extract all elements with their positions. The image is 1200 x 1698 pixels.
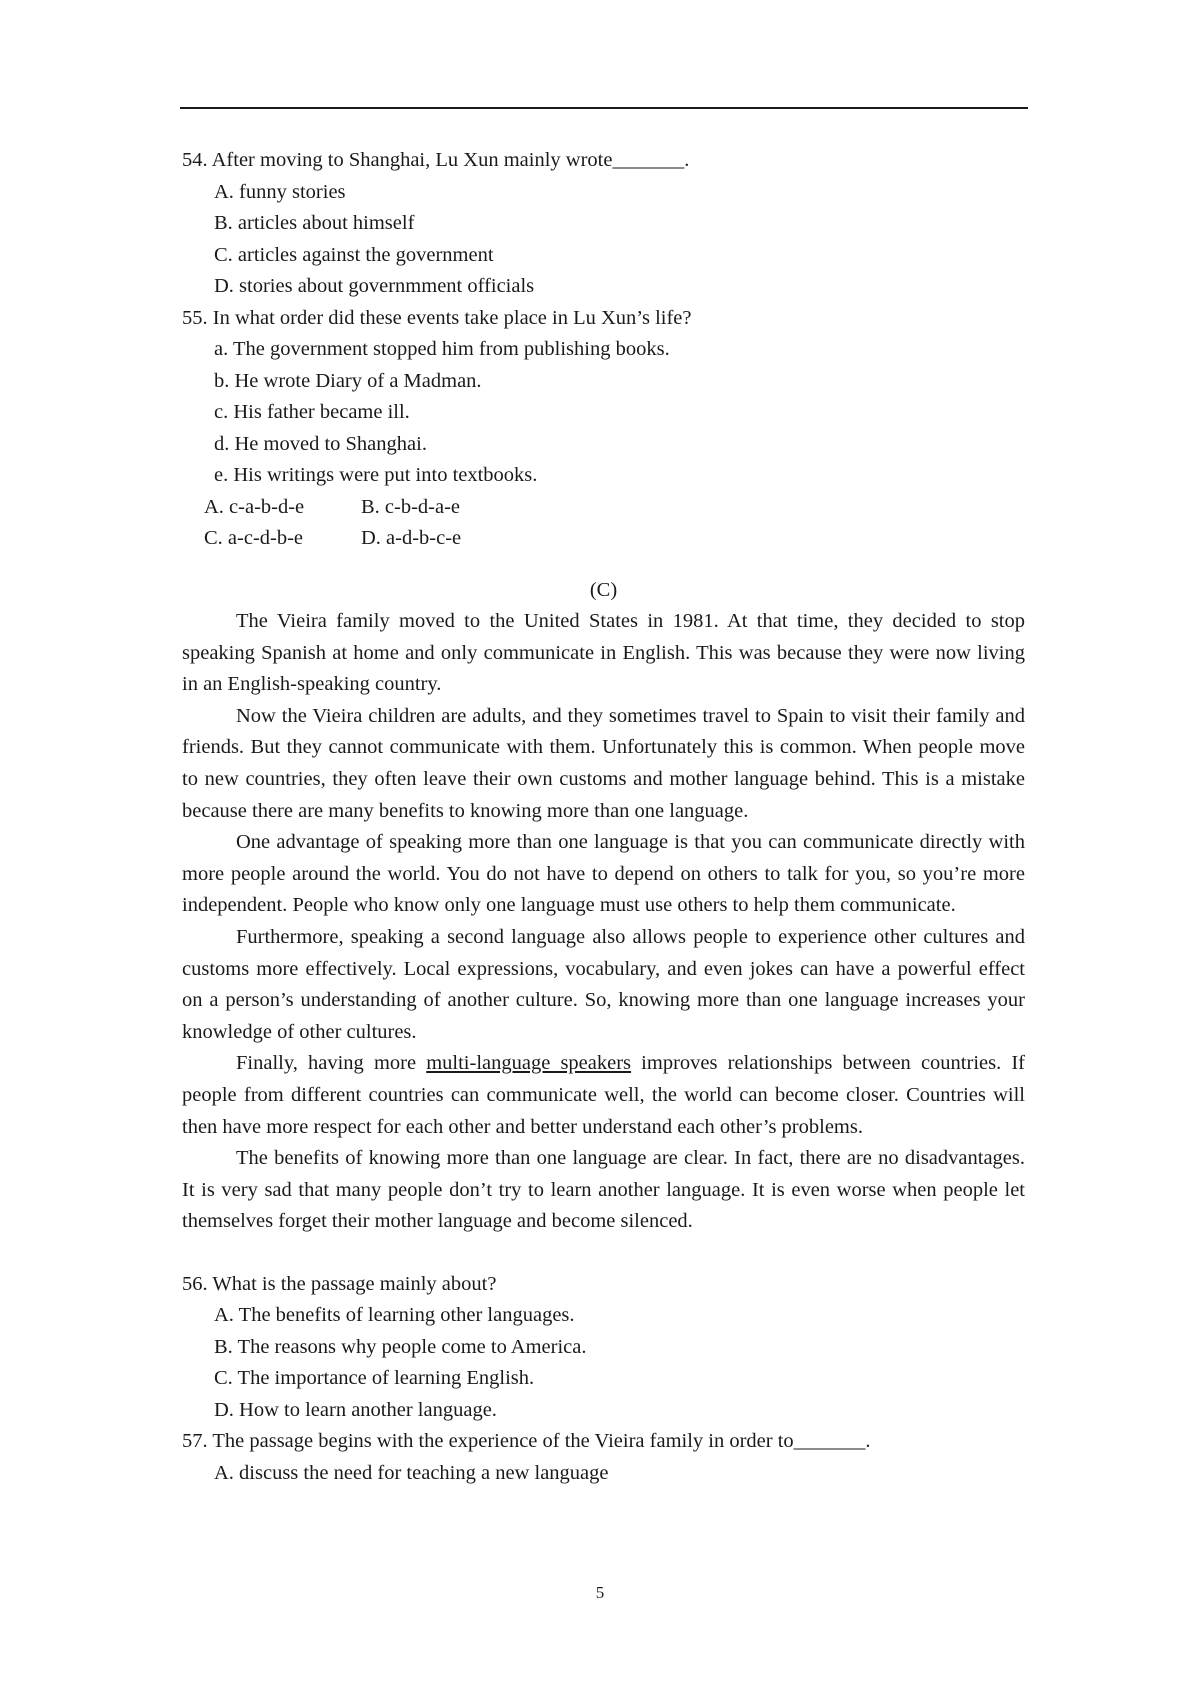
event-c: c. His father became ill.	[214, 401, 410, 423]
paragraph-3: One advantage of speaking more than one language is that you can communicate directly with more people around the world. You do not have to depend on others to talk for you, so you’re more independent. People who know only one language must use others to help them communicate.	[182, 831, 1025, 917]
question-stem: 57. The passage begins with the experience of the Vieira family in order to_______.	[182, 1430, 871, 1453]
question-57	[182, 1426, 1025, 1489]
option-c: C. articles against the government	[214, 243, 494, 266]
paragraph-1: The Vieira family moved to the United States in 1981. At that time, they decided to stop speaking Spanish at home and only communicate in English. This was because they were now living in an English-speaking country.	[182, 610, 1025, 696]
option-a: A. The benefits of learning other languages.	[214, 1304, 575, 1327]
event-e: e. His writings were put into textbooks.	[214, 464, 538, 486]
choice-b: B. c-b-d-a-e	[361, 495, 461, 518]
paragraph-5	[182, 1048, 1025, 1143]
question-55	[182, 303, 1025, 555]
paragraph-6: The benefits of knowing more than one language are clear. In fact, there are no disadvantages. It is very sad that many people don’t try to learn another language. It is even worse when people let themselves forget their mother language and become silenced.	[182, 1147, 1025, 1233]
paragraph-2: Now the Vieira children are adults, and they sometimes travel to Spain to visit their family and friends. But they cannot communicate with them. Unfortunately this is common. When people move to new countries, they often leave their own customs and mother language behind. This is a mistake because there are many benefits to knowing more than one language.	[182, 704, 1025, 822]
option-d: D. stories about governmment officials	[214, 275, 535, 297]
section-label: (C)	[589, 578, 618, 601]
option-a: A. discuss the need for teaching a new language	[214, 1461, 609, 1484]
underlined-phrase: multi-language speakers	[426, 1052, 632, 1075]
question-54	[182, 145, 1025, 303]
header-rule	[180, 107, 1028, 109]
option-d: D. How to learn another language.	[214, 1398, 497, 1421]
paragraph-5-start: Finally, having more	[236, 1052, 427, 1075]
question-stem: 55. In what order did these events take place in Lu Xun’s life?	[182, 306, 692, 329]
event-d: d. He moved to Shanghai.	[214, 432, 427, 455]
option-a: A. funny stories	[214, 180, 346, 203]
choice-a: A. c-a-b-d-e	[204, 495, 305, 518]
choices-row-1	[182, 492, 1025, 524]
event-a: a. The government stopped him from publishing books.	[214, 338, 670, 360]
page-number: 5	[595, 1583, 605, 1602]
choice-c: C. a-c-d-b-e	[204, 527, 304, 549]
choices-row-2	[182, 523, 1025, 555]
reading-passage	[182, 606, 1025, 1238]
option-b: B. articles about himself	[214, 212, 415, 234]
question-56	[182, 1269, 1025, 1427]
page-content	[182, 145, 1025, 1489]
event-b: b. He wrote Diary of a Madman.	[214, 369, 482, 392]
spacer	[182, 1238, 1025, 1269]
choice-d: D. a-d-b-c-e	[361, 527, 462, 549]
option-c: C. The importance of learning English.	[214, 1367, 535, 1390]
option-b: B. The reasons why people come to America.	[214, 1335, 587, 1358]
paragraph-4: Furthermore, speaking a second language also allows people to experience other cultures and customs more effectively. Local expressions, vocabulary, and even jokes can have a powerful effect on a person’s understanding of another culture. So, knowing more than one language increases your knowledge of other cultures.	[182, 925, 1025, 1043]
paragraph-5-end: improves relationships between countries. If people from different countries can communicate well, the world can become closer. Countries will then have more respect for each other and better understand each other’s problems.	[182, 1052, 1026, 1138]
question-stem: 54. After moving to Shanghai, Lu Xun mainly wrote_______.	[182, 149, 690, 171]
question-stem: 56. What is the passage mainly about?	[182, 1272, 497, 1295]
